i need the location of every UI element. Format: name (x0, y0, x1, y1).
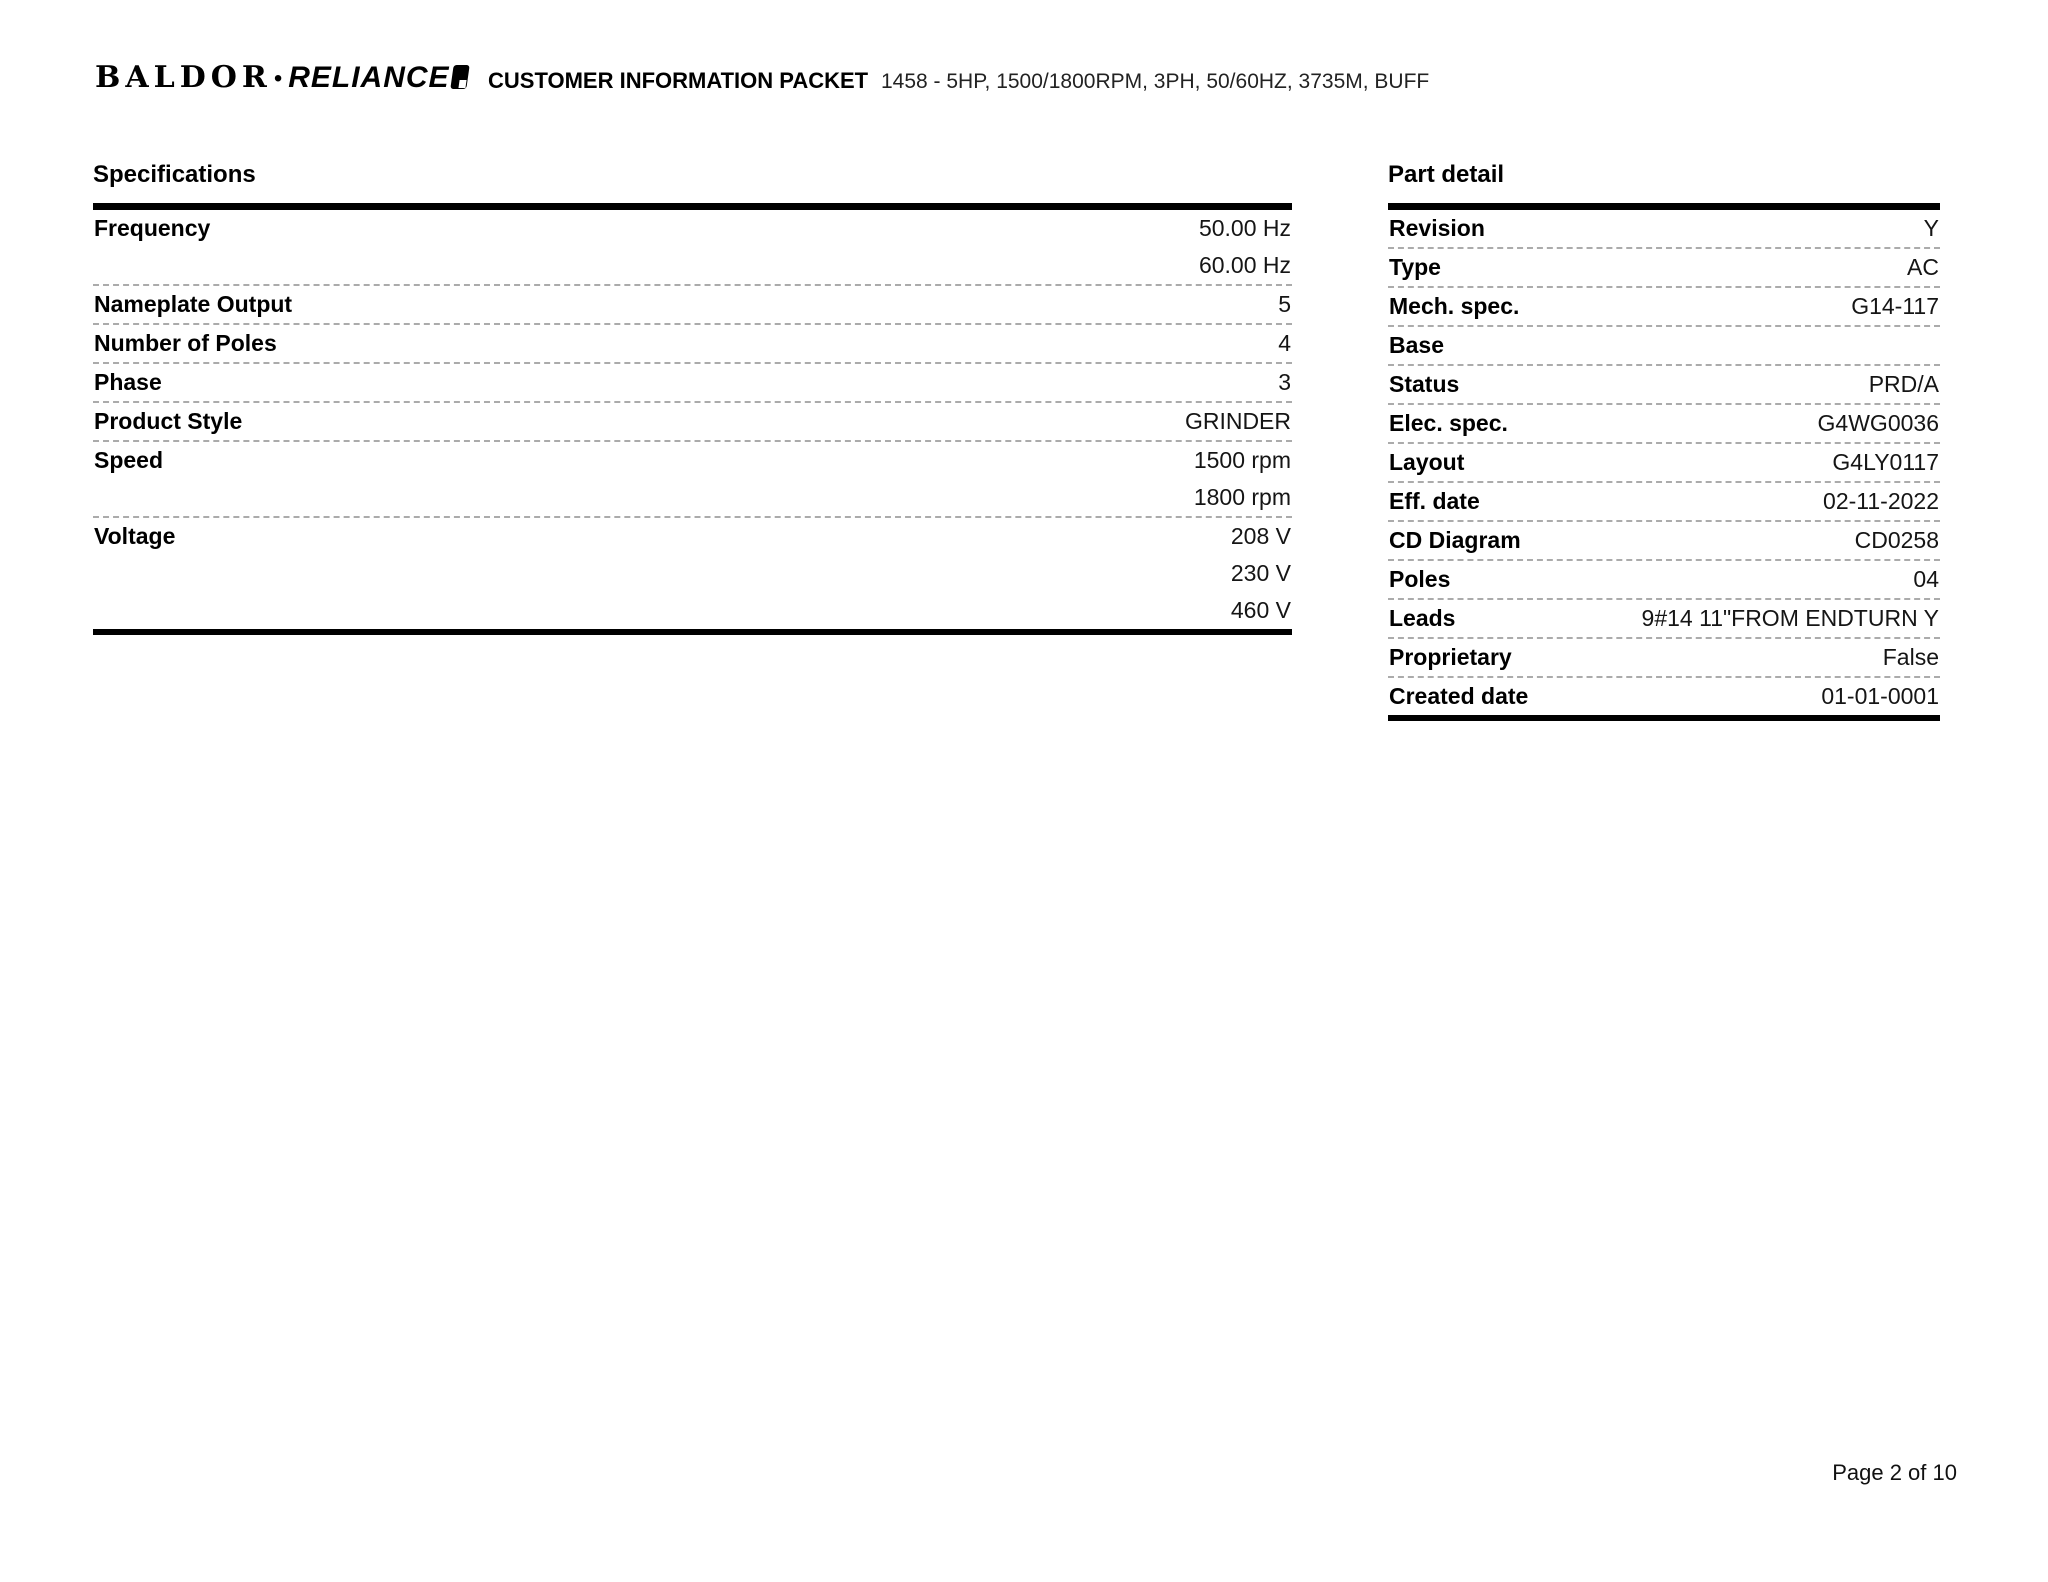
logo-reliance-text: RELIANCE (288, 61, 450, 94)
row-label: Frequency (94, 215, 211, 241)
table-row (93, 440, 1292, 516)
row-value: 3 (1278, 369, 1291, 395)
specifications-table (93, 203, 1292, 635)
row-label: Mech. spec. (1389, 293, 1520, 319)
table-row (93, 401, 1292, 440)
table-row (1388, 637, 1940, 676)
table-row (93, 516, 1292, 629)
row-value: False (1882, 644, 1939, 670)
part-detail-table (1388, 203, 1940, 721)
row-value: G4LY0117 (1832, 449, 1939, 475)
table-row (1388, 598, 1940, 637)
page-indicator: Page 2 of 10 (1832, 1460, 1957, 1485)
document-title: CUSTOMER INFORMATION PACKET (488, 68, 869, 93)
document-subtitle: 1458 - 5HP, 1500/1800RPM, 3PH, 50/60HZ, 3735M, BUFF (881, 70, 1430, 93)
table-row (93, 284, 1292, 323)
row-label: Speed (94, 447, 164, 473)
row-label: Nameplate Output (94, 291, 293, 317)
logo-separator-dot-icon: • (273, 65, 283, 92)
row-label: Voltage (94, 523, 176, 549)
row-label: Revision (1389, 215, 1485, 241)
row-value: 02-11-2022 (1823, 488, 1939, 514)
table-row (1388, 364, 1940, 403)
row-value: 208 V (1230, 523, 1291, 549)
table-row (93, 323, 1292, 362)
row-value: CD0258 (1854, 527, 1939, 553)
row-label: Base (1389, 332, 1444, 358)
row-value: 9#14 11"FROM ENDTURN Y (1641, 605, 1939, 631)
table-row (93, 362, 1292, 401)
row-label: Leads (1389, 605, 1456, 631)
row-value: PRD/A (1868, 371, 1939, 397)
row-label: Proprietary (1389, 644, 1512, 670)
row-label: Status (1389, 371, 1460, 397)
row-value: G14-117 (1851, 293, 1939, 319)
row-label: Poles (1389, 566, 1451, 592)
table-row (1388, 559, 1940, 598)
row-value: 50.00 Hz (1198, 215, 1291, 241)
registered-mark-icon (450, 65, 469, 89)
row-label: Elec. spec. (1389, 410, 1508, 436)
table-row (1388, 247, 1940, 286)
table-row (1388, 676, 1940, 715)
row-value: 5 (1278, 291, 1291, 317)
row-value: 460 V (1230, 597, 1291, 623)
row-value: Y (1923, 215, 1939, 241)
part-detail-section-title: Part detail (1388, 161, 1505, 188)
row-label: Created date (1389, 683, 1529, 709)
row-label: Number of Poles (94, 330, 277, 356)
table-row (1388, 286, 1940, 325)
table-row (1388, 403, 1940, 442)
row-label: Product Style (94, 408, 243, 434)
table-row (1388, 481, 1940, 520)
row-label: Layout (1389, 449, 1465, 475)
row-value: 4 (1278, 330, 1291, 356)
table-row (1388, 442, 1940, 481)
brand-logo (95, 60, 468, 95)
table-row (1388, 520, 1940, 559)
row-label: Type (1389, 254, 1441, 280)
logo-baldor-text: BALDOR (95, 60, 272, 95)
row-value: 60.00 Hz (1198, 252, 1291, 278)
row-value: 230 V (1230, 560, 1291, 586)
row-label: CD Diagram (1389, 527, 1521, 553)
table-row (93, 210, 1292, 284)
table-row (1388, 325, 1940, 364)
specifications-section-title: Specifications (93, 161, 256, 188)
row-value: G4WG0036 (1817, 410, 1939, 436)
row-value: 1500 rpm (1193, 447, 1291, 473)
row-value: 1800 rpm (1193, 484, 1291, 510)
row-label: Eff. date (1389, 488, 1480, 514)
row-value: 01-01-0001 (1821, 683, 1939, 709)
table-row (1388, 210, 1940, 247)
row-value: AC (1907, 254, 1939, 280)
row-value: GRINDER (1184, 408, 1291, 434)
row-label: Phase (94, 369, 162, 395)
row-value: 04 (1913, 566, 1939, 592)
